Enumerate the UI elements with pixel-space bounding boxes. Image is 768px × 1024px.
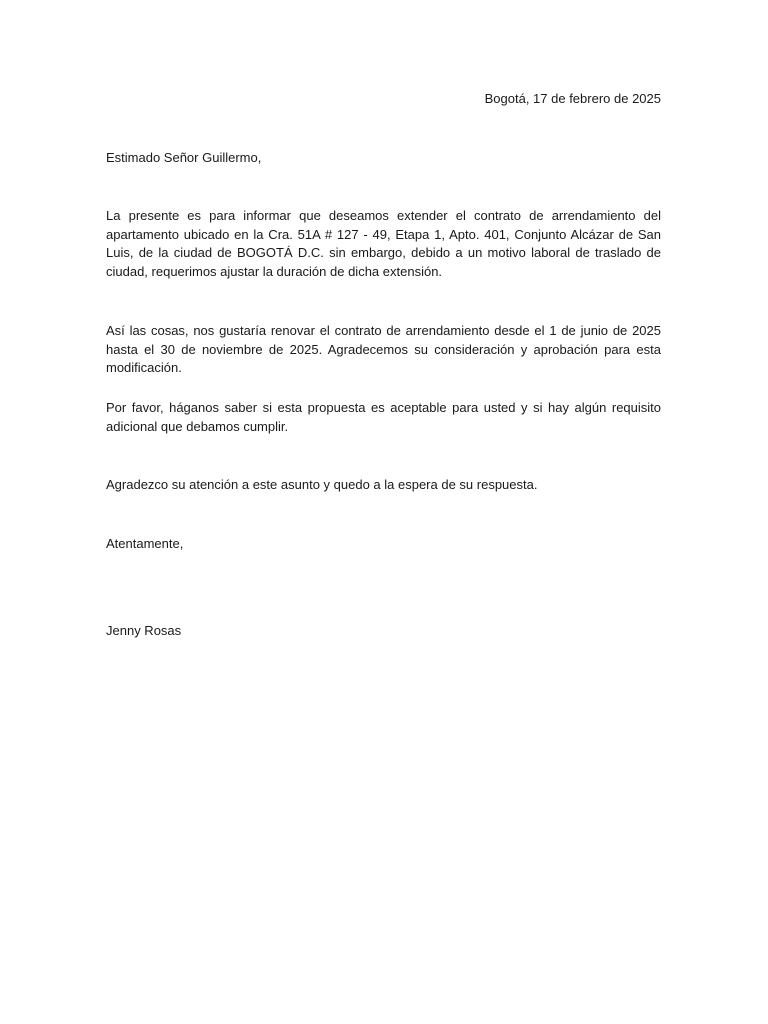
body-paragraph-4: Agradezco su atención a este asunto y quedo a la espera de su respuesta. xyxy=(106,477,538,492)
date-line: Bogotá, 17 de febrero de 2025 xyxy=(484,91,661,106)
body-paragraph-2: Así las cosas, nos gustaría renovar el contrato de arrendamiento desde el 1 de junio de 2025 hasta el 30 de noviembre de 2025. Agradecemos su consideración y aprobación para esta modificación. xyxy=(106,323,661,375)
salutation: Estimado Señor Guillermo, xyxy=(106,150,262,165)
body-paragraph-3: Por favor, háganos saber si esta propuesta es aceptable para usted y si hay algún requisito adicional que debamos cumplir. xyxy=(106,400,661,434)
closing: Atentamente, xyxy=(106,536,184,551)
signature-name: Jenny Rosas xyxy=(106,623,182,638)
body-paragraph-1: La presente es para informar que deseamos extender el contrato de arrendamiento del apartamento ubicado en la Cra. 51A # 127 - 49, Etapa 1, Apto. 401, Conjunto Alcázar de San Luis, de la ciudad de BOGOTÁ D.C. sin embargo, debido a un motivo laboral de traslado de ciudad, requerimos ajustar la duración de dicha extensión. xyxy=(106,208,661,279)
